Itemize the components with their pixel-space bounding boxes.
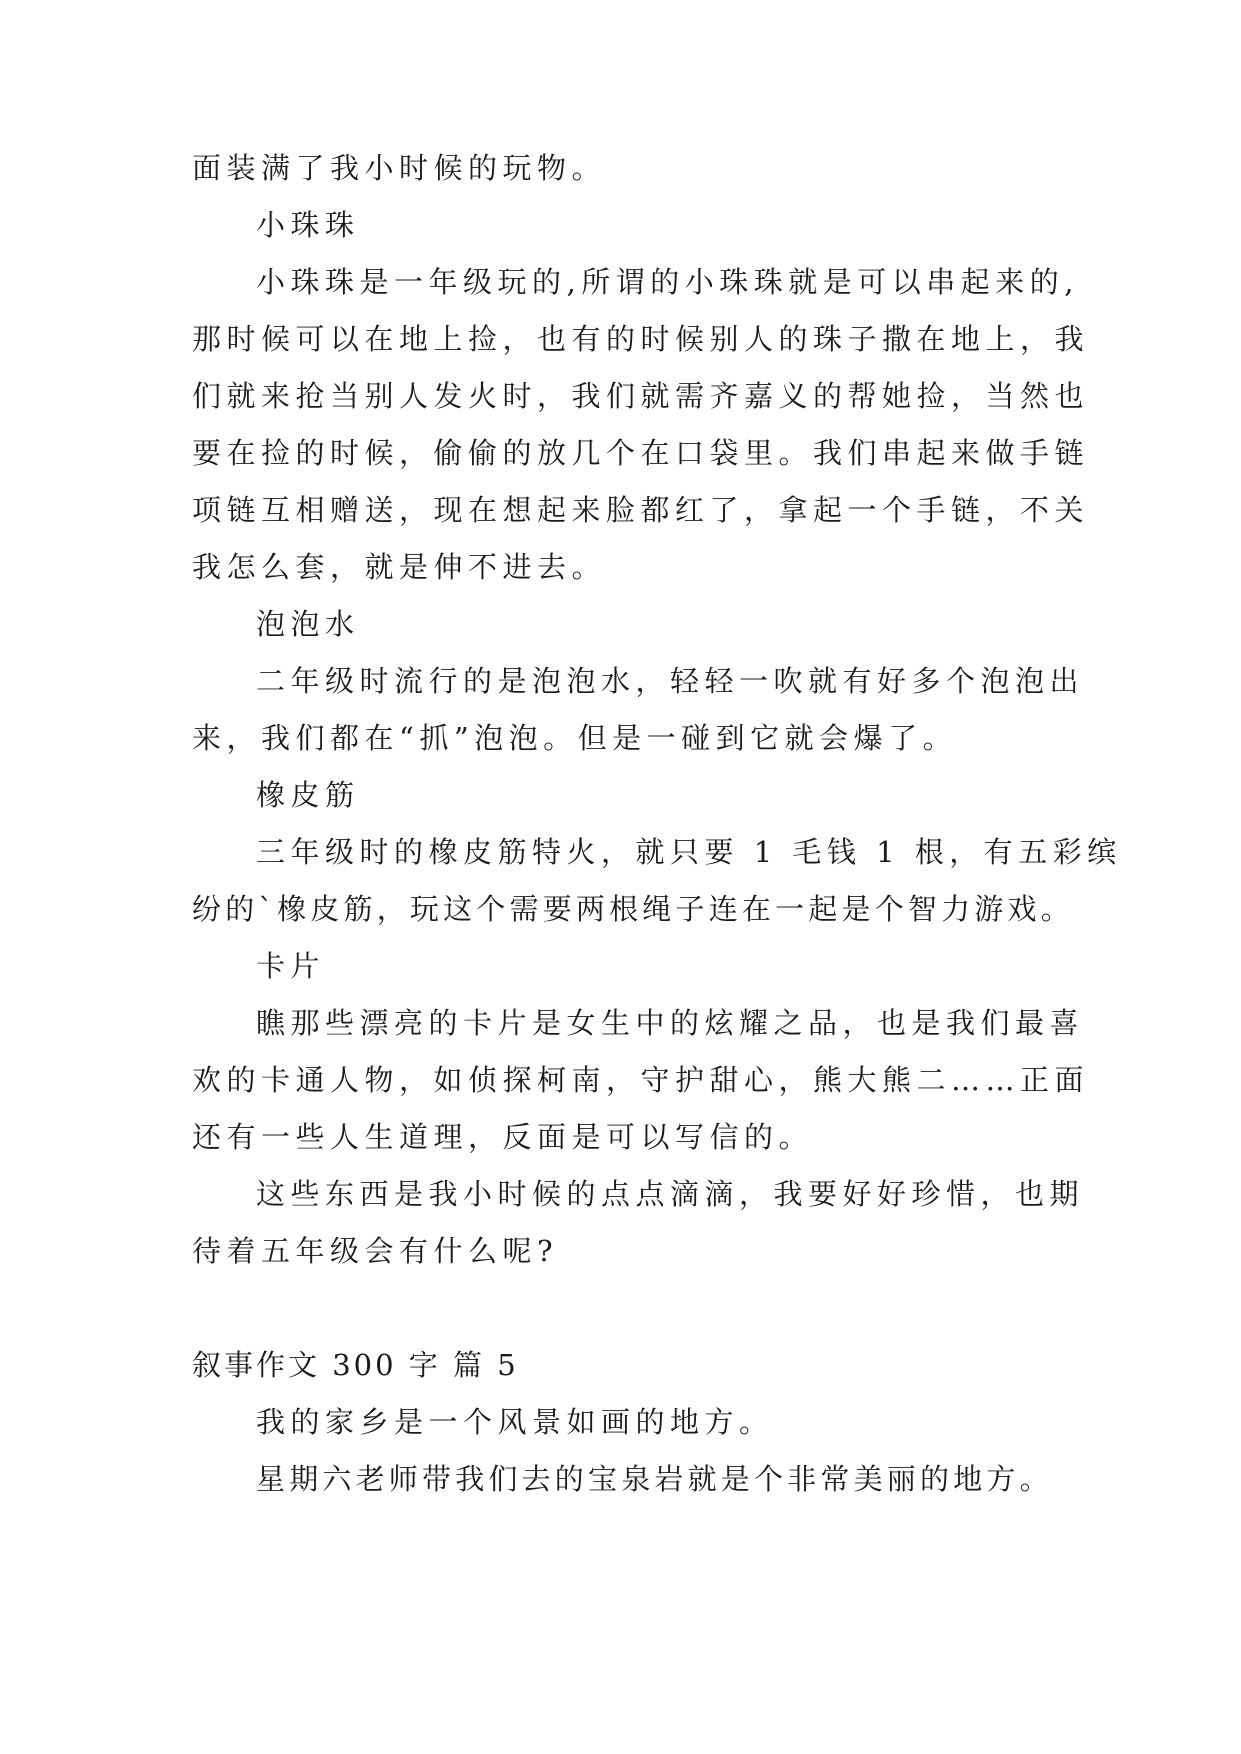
- paragraph-line: 三年级时的橡皮筋特火，就只要 1 毛钱 1 根，有五彩缤: [256, 835, 1122, 869]
- paragraph-line: 星期六老师带我们去的宝泉岩就是个非常美丽的地方。: [256, 1462, 1053, 1496]
- paragraph-line: 这些东西是我小时候的点点滴滴，我要好好珍惜，也期: [256, 1177, 1085, 1211]
- paragraph-line: 要在捡的时候，偷偷的放几个在口袋里。我们串起来做手链: [192, 436, 1090, 470]
- paragraph-line: 二年级时流行的是泡泡水，轻轻一吹就有好多个泡泡出: [256, 664, 1085, 698]
- paragraph-line: 我怎么套，就是伸不进去。: [192, 550, 607, 584]
- section-heading-rubber-bands: 橡皮筋: [256, 778, 360, 812]
- paragraph-line: 小珠珠是一年级玩的,所谓的小珠珠就是可以串起来的,: [256, 265, 1079, 299]
- paragraph-line: 我的家乡是一个风景如画的地方。: [256, 1405, 774, 1439]
- section-heading-bubbles: 泡泡水: [256, 607, 360, 641]
- section-heading-beads: 小珠珠: [256, 208, 360, 242]
- paragraph-line: 们就来抢当别人发火时，我们就需齐嘉义的帮她捡，当然也: [192, 379, 1090, 413]
- paragraph-line: 还有一些人生道理，反面是可以写信的。: [192, 1120, 814, 1154]
- paragraph-line: 那时候可以在地上捡，也有的时候别人的珠子撒在地上，我: [192, 322, 1090, 356]
- paragraph-line: 项链互相赠送，现在想起来脸都红了，拿起一个手链，不关: [192, 493, 1090, 527]
- section-heading-cards: 卡片: [256, 949, 326, 983]
- paragraph-line: 来，我们都在“抓”泡泡。但是一碰到它就会爆了。: [192, 721, 958, 755]
- paragraph-line: 瞧那些漂亮的卡片是女生中的炫耀之品，也是我们最喜: [256, 1006, 1085, 1040]
- paragraph-line: 待着五年级会有什么呢?: [192, 1234, 559, 1268]
- paragraph-line: 欢的卡通人物，如侦探柯南，守护甜心，熊大熊二……正面: [192, 1063, 1090, 1097]
- essay-title: 叙事作文 300 字 篇 5: [192, 1348, 519, 1382]
- paragraph-line: 面装满了我小时候的玩物。: [192, 151, 607, 185]
- paragraph-line: 纷的`橡皮筋，玩这个需要两根绳子连在一起是个智力游戏。: [192, 892, 1074, 926]
